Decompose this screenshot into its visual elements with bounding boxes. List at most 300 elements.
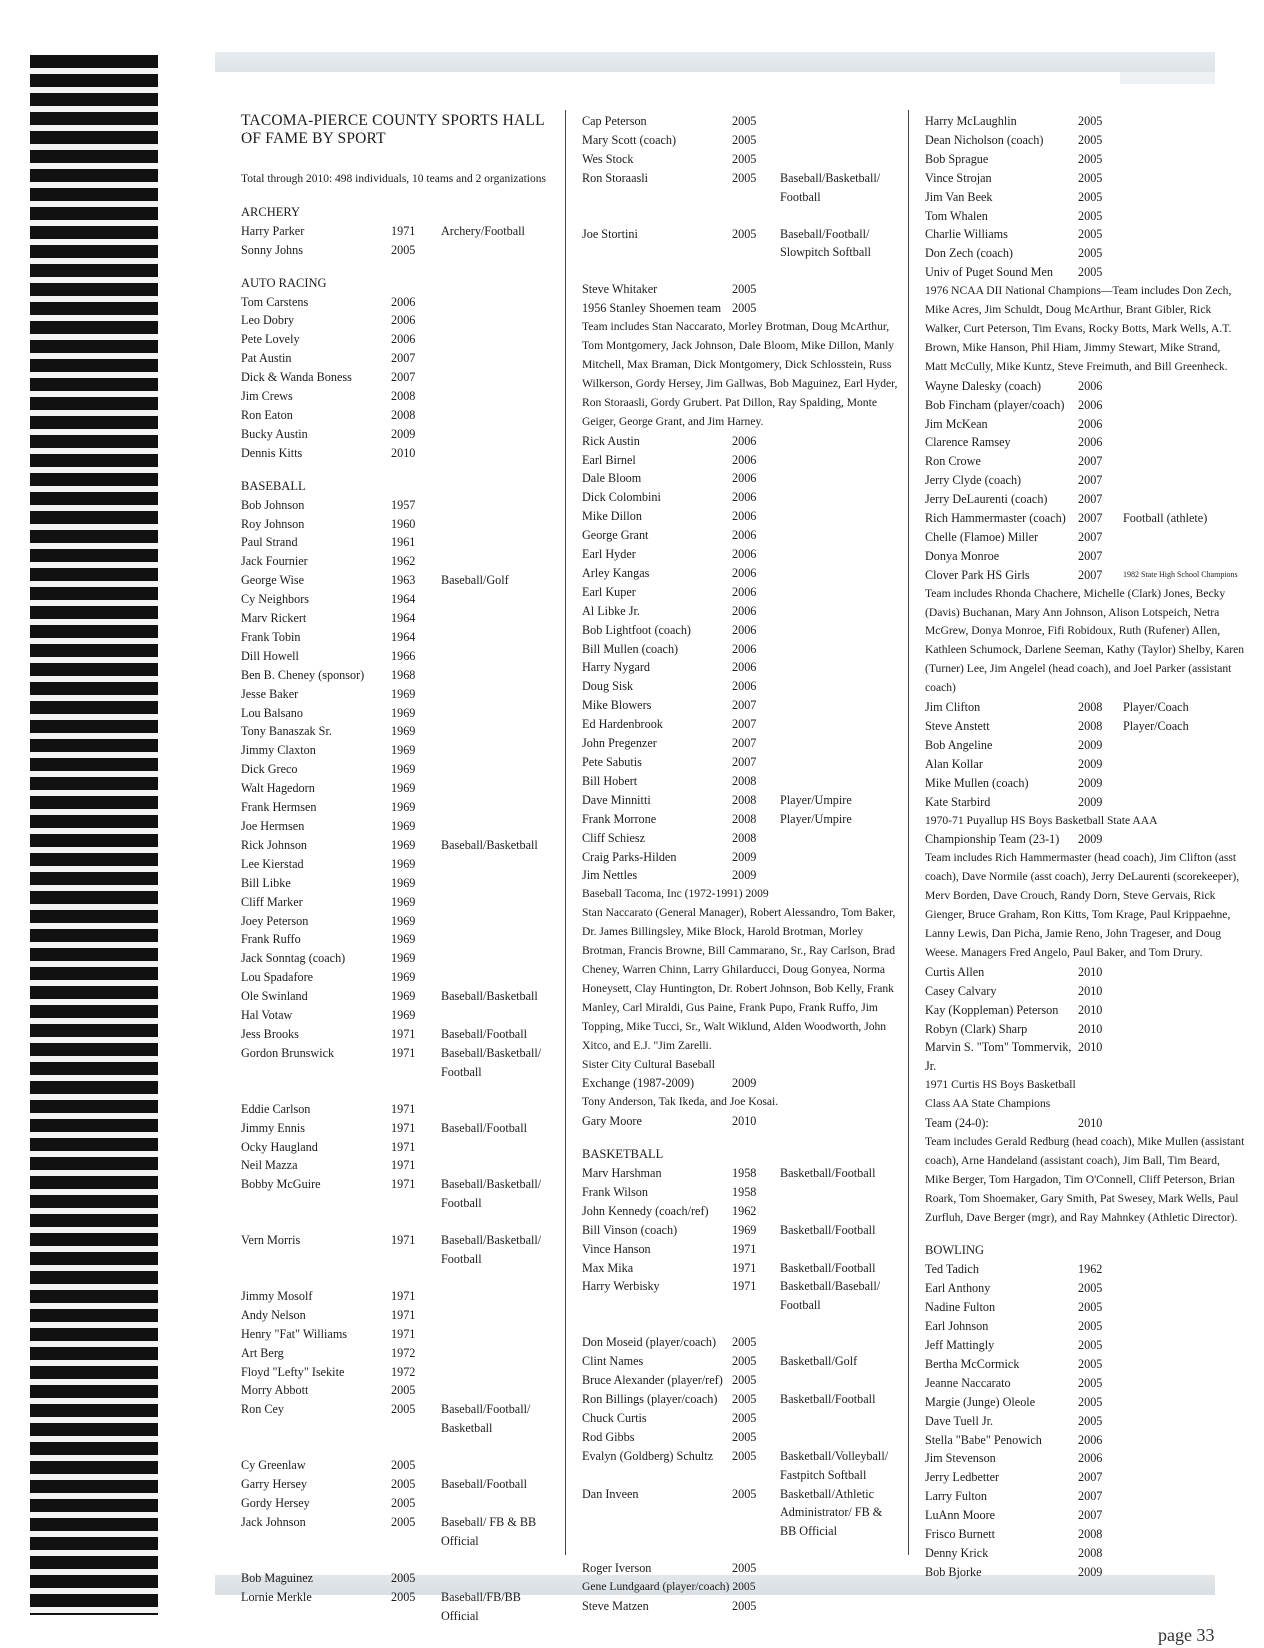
induction-year: 2005 — [732, 282, 757, 297]
induction-year: 2005 — [391, 1570, 416, 1585]
hall-of-fame-entry — [925, 207, 1245, 226]
hall-of-fame-entry — [241, 293, 546, 312]
inductee-name: Dave Minnitti — [582, 792, 651, 807]
inductee-name: Marvin S. "Tom" Tommervik, Jr. — [925, 1040, 1072, 1074]
sport-note — [1123, 736, 1245, 755]
sport-note — [780, 621, 890, 640]
inductee-name: Jim Crews — [241, 389, 293, 404]
induction-year: 2006 — [732, 509, 757, 524]
sport-note — [441, 949, 541, 968]
sport-note: Baseball/Football/ Slowpitch Softball — [780, 226, 872, 260]
induction-year: 2006 — [1078, 416, 1103, 431]
sport-note: Basketball/Baseball/ Football — [780, 1279, 881, 1313]
inductee-name: Bobby McGuire — [241, 1177, 321, 1192]
induction-year: 2005 — [1078, 132, 1103, 147]
sport-note — [1123, 452, 1245, 471]
induction-year: 2010 — [391, 445, 416, 460]
sport-note — [780, 564, 890, 583]
induction-year: 2010 — [732, 1114, 757, 1129]
sport-note — [1123, 774, 1245, 793]
induction-year: 2007 — [391, 351, 416, 366]
induction-year: 1958 — [732, 1184, 757, 1199]
induction-year: 2005 — [732, 132, 757, 147]
inductee-name: Mary Scott (coach) — [582, 132, 677, 147]
induction-year: 1971 — [391, 1139, 416, 1154]
sport-note — [1123, 830, 1245, 849]
inductee-name: Championship Team (23-1) — [925, 832, 1060, 847]
induction-year: 1972 — [391, 1364, 416, 1379]
column-1-entries — [241, 203, 546, 1626]
inductee-name: Dave Tuell Jr. — [925, 1413, 994, 1428]
inductee-name: Charlie Williams — [925, 227, 1008, 242]
induction-year: 1964 — [391, 592, 416, 607]
sport-note: Basketball/Volleyball/ Fastpitch Softball — [780, 1448, 889, 1482]
hall-of-fame-entry — [241, 387, 546, 406]
sport-note — [441, 1306, 541, 1325]
inductee-name: Joe Hermsen — [241, 819, 305, 833]
entry-note: Baseball Tacoma, Inc (1972-1991) 2009 — [582, 887, 769, 901]
induction-year: 2005 — [391, 1402, 416, 1417]
hall-of-fame-entry — [925, 225, 1245, 244]
sport-note — [780, 696, 890, 715]
induction-year: 1971 — [391, 1288, 416, 1303]
sport-note — [780, 829, 890, 848]
sport-note — [1123, 528, 1245, 547]
hall-of-fame-entry — [241, 571, 546, 590]
sport-note — [441, 425, 541, 444]
hall-of-fame-entry — [241, 1306, 546, 1325]
hall-of-fame-entry — [241, 968, 546, 987]
induction-year: 2005 — [1078, 265, 1103, 280]
induction-year: 1964 — [391, 629, 416, 644]
sport-note — [1123, 1020, 1245, 1039]
hall-of-fame-entry — [241, 1456, 546, 1475]
hall-of-fame-entry — [582, 507, 900, 526]
sport-note — [441, 647, 541, 666]
inductee-name: Earl Hyder — [582, 547, 636, 562]
inductee-name: Ron Billings (player/coach) — [582, 1392, 718, 1406]
induction-year: 2009 — [1078, 794, 1103, 809]
inductee-name: Floyd "Lefty" Isekite — [241, 1364, 345, 1379]
induction-year: 1969 — [391, 913, 416, 928]
hall-of-fame-entry — [925, 1468, 1245, 1487]
hall-of-fame-entry — [925, 244, 1245, 263]
induction-year: 2008 — [1078, 1527, 1103, 1542]
induction-year: 1962 — [1078, 1262, 1103, 1277]
hall-of-fame-entry — [925, 1506, 1245, 1525]
hall-of-fame-entry — [925, 1298, 1245, 1317]
inductee-name: Stella "Babe" Penowich — [925, 1432, 1042, 1447]
induction-year: 2005 — [391, 1477, 416, 1492]
inductee-name: Cap Peterson — [582, 114, 647, 128]
hall-of-fame-entry — [925, 528, 1245, 547]
induction-year: 2005 — [732, 114, 757, 128]
induction-year: 2005 — [1078, 1375, 1103, 1390]
inductee-name: Mike Dillon — [582, 509, 642, 524]
inductee-name: Ed Hardenbrook — [582, 717, 663, 732]
sport-note — [441, 387, 541, 406]
inductee-name: Morry Abbott — [241, 1383, 309, 1398]
spacer — [241, 1551, 546, 1569]
sport-note — [1123, 207, 1245, 226]
hall-of-fame-entry — [582, 621, 900, 640]
sport-note — [441, 779, 541, 798]
inductee-name: Rick Austin — [582, 433, 640, 448]
hall-of-fame-entry — [582, 696, 900, 715]
inductee-name: Clover Park HS Girls — [925, 567, 1030, 582]
hall-of-fame-entry — [582, 848, 900, 867]
induction-year: 1962 — [732, 1203, 757, 1218]
spacer — [582, 1541, 900, 1559]
sport-note — [1123, 1431, 1245, 1450]
inductee-name: Jeff Mattingly — [925, 1338, 995, 1352]
inductee-name: Earl Johnson — [925, 1319, 989, 1334]
hall-of-fame-entry — [241, 1475, 546, 1494]
induction-year: 2006 — [732, 660, 757, 675]
sport-note — [780, 1428, 890, 1447]
inductee-name: Hal Votaw — [241, 1008, 293, 1023]
inductee-name: Gordon Brunswick — [241, 1045, 335, 1060]
hall-of-fame-entry — [241, 817, 546, 836]
sport-note — [1123, 169, 1245, 188]
hall-of-fame-entry — [241, 855, 546, 874]
inductee-name: Exchange (1987-2009) — [582, 1076, 695, 1091]
inductee-name: Roy Johnson — [241, 516, 305, 531]
induction-year: 2007 — [1078, 567, 1103, 582]
inductee-name: Lee Kierstad — [241, 856, 304, 871]
induction-year: 1969 — [391, 970, 416, 985]
induction-year: 2005 — [732, 151, 757, 166]
hall-of-fame-entry — [241, 1138, 546, 1157]
hall-of-fame-entry — [925, 263, 1245, 282]
induction-year: 1957 — [391, 497, 416, 512]
sport-note — [441, 685, 541, 704]
sport-note — [780, 1074, 890, 1093]
sport-note: Basketball/Football — [780, 1260, 876, 1275]
inductee-name: Jack Johnson — [241, 1514, 306, 1529]
hall-of-fame-entry — [582, 1371, 900, 1390]
entry-note: Tony Anderson, Tak Ikeda, and Joe Kosai. — [582, 1095, 779, 1109]
hall-of-fame-entry — [241, 685, 546, 704]
hall-of-fame-entry — [925, 793, 1245, 812]
sport-note — [441, 817, 541, 836]
induction-year: 2008 — [732, 792, 757, 807]
hall-of-fame-entry — [582, 753, 900, 772]
hall-of-fame-entry — [582, 131, 900, 150]
hall-of-fame-entry — [241, 704, 546, 723]
spacer — [241, 1438, 546, 1456]
hall-of-fame-entry — [582, 829, 900, 848]
inductee-name: Harry Parker — [241, 223, 305, 238]
induction-year: 1961 — [391, 535, 416, 550]
inductee-name: Lou Spadafore — [241, 970, 314, 985]
sport-note — [780, 602, 890, 621]
hall-of-fame-entry — [241, 1588, 546, 1626]
spacer — [582, 1315, 900, 1333]
inductee-name: Frank Ruffo — [241, 932, 301, 947]
inductee-name: Jimmy Claxton — [241, 743, 316, 758]
sport-note: Baseball/FB/BB Official — [441, 1589, 521, 1623]
hall-of-fame-entry — [241, 987, 546, 1006]
inductee-name: Neil Mazza — [241, 1158, 298, 1173]
hall-of-fame-entry — [241, 1513, 546, 1551]
sport-note — [441, 515, 541, 534]
sport-note — [441, 855, 541, 874]
sport-note — [441, 1100, 541, 1119]
induction-year: 1971 — [391, 1158, 416, 1173]
induction-year: 1971 — [391, 1307, 416, 1322]
induction-year: 1969 — [391, 781, 416, 796]
induction-year: 1971 — [391, 1233, 416, 1248]
hall-of-fame-entry — [925, 698, 1245, 717]
sport-note — [441, 496, 541, 515]
sport-note — [780, 280, 890, 299]
hall-of-fame-entry — [241, 609, 546, 628]
inductee-name: Donya Monroe — [925, 548, 1000, 563]
inductee-name: Paul Strand — [241, 535, 298, 550]
induction-year: 2010 — [1078, 1116, 1103, 1131]
entry-note: 1970-71 Puyallup HS Boys Basketball State AAA — [925, 813, 1158, 827]
sport-note — [1123, 150, 1245, 169]
sport-note — [780, 1371, 890, 1390]
hall-of-fame-entry — [925, 415, 1245, 434]
inductee-name: Dick & Wanda Boness — [241, 370, 352, 385]
inductee-name: Sonny Johns — [241, 242, 303, 257]
induction-year: 2006 — [732, 622, 757, 637]
inductee-name: Bob Fincham (player/coach) — [925, 397, 1065, 412]
induction-year: 1972 — [391, 1345, 416, 1360]
sport-note — [1123, 490, 1245, 509]
induction-year: 2006 — [732, 433, 757, 448]
induction-year: 1964 — [391, 611, 416, 626]
sport-note — [441, 930, 541, 949]
hall-of-fame-entry — [925, 1525, 1245, 1544]
inductee-name: Bob Sprague — [925, 151, 989, 166]
sport-note — [1123, 1114, 1245, 1133]
induction-year: 1958 — [732, 1166, 757, 1181]
induction-year: 2005 — [1078, 189, 1103, 204]
sport-note — [441, 293, 541, 312]
inductee-name: Earl Birnel — [582, 452, 636, 467]
sport-note — [780, 1333, 890, 1352]
spacer — [241, 1082, 546, 1100]
sport-note — [1123, 982, 1245, 1001]
hall-of-fame-entry — [582, 488, 900, 507]
induction-year: 2005 — [732, 226, 757, 241]
inductee-name: Frank Wilson — [582, 1184, 648, 1199]
inductee-name: Frank Tobin — [241, 629, 301, 644]
induction-year: 2008 — [1078, 700, 1103, 715]
induction-year: 2005 — [1078, 114, 1103, 128]
inductee-name: Bill Libke — [241, 875, 291, 890]
hall-of-fame-entry — [241, 949, 546, 968]
induction-year: 2005 — [391, 1589, 416, 1604]
hall-of-fame-entry — [925, 1412, 1245, 1431]
induction-year: 2005 — [732, 170, 757, 185]
inductee-name: Bob Bjorke — [925, 1564, 982, 1579]
inductee-name: Ron Storaasli — [582, 170, 649, 185]
induction-year: 2006 — [391, 294, 416, 309]
sport-note: Baseball/Football — [441, 1026, 527, 1041]
hall-of-fame-entry — [925, 1020, 1245, 1039]
induction-year: 2005 — [1078, 151, 1103, 166]
sport-note — [1123, 1468, 1245, 1487]
intro-text: Total through 2010: 498 individuals, 10 teams and 2 organizations — [241, 173, 546, 185]
induction-year: 2009 — [732, 868, 757, 883]
inductee-name: Jim Stevenson — [925, 1451, 996, 1466]
hall-of-fame-entry — [582, 225, 900, 263]
spacer — [241, 1213, 546, 1231]
induction-year: 1969 — [391, 875, 416, 890]
induction-year: 2007 — [732, 698, 757, 713]
entry-note: 1976 NCAA DII National Champions—Team includes Don Zech, Mike Acres, Jim Schuldt, Doug McArthur, Brant Gibler, Rick Walker, Curt Peterson, Tim Evans, Rocky Botts, Mark Wells, A.T. Brown, Mike Hanson, Phil Hiam, Jimmy Stewart, Mike Strand, Matt McCully, Mike Kuntz, Steve Freimuth, and Bill Greenheck. — [925, 284, 1232, 373]
induction-year: 1969 — [391, 989, 416, 1004]
induction-year: 1971 — [391, 1026, 416, 1041]
hall-of-fame-entry — [241, 893, 546, 912]
sport-note — [780, 131, 890, 150]
inductee-name: Clarence Ramsey — [925, 435, 1011, 450]
sport-note — [1123, 1563, 1245, 1582]
left-stripe-bar — [30, 55, 158, 1615]
inductee-name: Craig Parks-Hilden — [582, 849, 677, 864]
entry-note: Team includes Stan Naccarato, Morley Brotman, Doug McArthur, Tom Montgomery, Jack Johnson, Dale Bloom, Mike Dillon, Manly Mitchell, Max Braman, Dick Montgomery, Dick Schlosstein, Russ Wilkerson, Gordy Hersey, Jim Gallwas, Bob Maguinez, Earl Hyder, Ron Storaasli, Gordy Grubert. Pat Dillon, Ray Spalding, Monte Geiger, George Grant, and Jim Harney. — [582, 320, 898, 428]
inductee-name: Chuck Curtis — [582, 1410, 647, 1425]
inductee-name: Doug Sisk — [582, 679, 634, 694]
inductee-name: Arley Kangas — [582, 565, 650, 580]
hall-of-fame-entry — [241, 1400, 546, 1438]
induction-year: 2005 — [391, 1458, 416, 1473]
sport-note — [1123, 1412, 1245, 1431]
inductee-name: Curtis Allen — [925, 964, 985, 979]
hall-of-fame-entry — [582, 1485, 900, 1542]
hall-of-fame-entry — [925, 188, 1245, 207]
induction-year: 1969 — [391, 932, 416, 947]
induction-year: 1971 — [732, 1260, 757, 1275]
sport-note: Baseball/ FB & BB Official — [441, 1514, 537, 1548]
inductee-name: Chelle (Flamoe) Miller — [925, 529, 1039, 544]
sport-note — [780, 1409, 890, 1428]
inductee-name: LuAnn Moore — [925, 1508, 996, 1523]
sport-note — [441, 798, 541, 817]
entry-note: Team includes Rhonda Chachere, Michelle (Clark) Jones, Becky (Davis) Buchanan, Mary Ann Johnson, Alison Lotspeich, Netra McGrew, Donya Monroe, Fifi Robidoux, Ruth (Rufener) Allen, Kathleen Schumock, Darlene Seeman, Kathy (Taylor) Shelby, Karen (Turner) Lee, Jim Angelel (head coach), and Joel Parker (assistant coach) — [925, 586, 1245, 695]
sport-note: Basketball/Football — [780, 1222, 876, 1237]
induction-year: 2005 — [732, 1354, 757, 1369]
induction-year: 2005 — [1078, 1413, 1103, 1428]
sport-note — [1123, 1001, 1245, 1020]
inductee-name: Don Zech (coach) — [925, 246, 1013, 261]
inductee-name: Cy Neighbors — [241, 592, 310, 607]
induction-year: 1963 — [391, 573, 416, 588]
sport-note — [441, 349, 541, 368]
induction-year: 2007 — [1078, 492, 1103, 507]
hall-of-fame-entry — [582, 1074, 900, 1093]
sport-note: Baseball/Football/ Basketball — [441, 1402, 531, 1436]
induction-year: 2005 — [732, 1599, 757, 1614]
sport-note: Archery/Football — [441, 223, 525, 238]
induction-year: 2006 — [732, 641, 757, 656]
sport-note — [780, 1183, 890, 1202]
page-number: page 33 — [1158, 1625, 1215, 1645]
induction-year: 2005 — [732, 1429, 757, 1444]
sport-note — [780, 451, 890, 470]
hall-of-fame-entry — [241, 552, 546, 571]
sport-note — [441, 1456, 541, 1475]
spacer — [582, 207, 900, 225]
hall-of-fame-entry — [925, 1544, 1245, 1563]
hall-of-fame-entry — [241, 349, 546, 368]
inductee-name: Bill Mullen (coach) — [582, 641, 679, 656]
hall-of-fame-entry — [241, 1494, 546, 1513]
inductee-name: Garry Hersey — [241, 1477, 307, 1492]
column-3-entries — [925, 112, 1245, 1582]
inductee-name: Earl Kuper — [582, 584, 636, 599]
section-heading: BOWLING — [925, 1243, 985, 1258]
entry-note: Stan Naccarato (General Manager), Robert Alessandro, Tom Baker, Dr. James Billingsley, Mike Block, Harold Brotman, Morley Brotman, Francis Browne, Bill Cammarano, Sr., Ray Carlson, Brad Cheney, Warren Chinn, Larry Ghilarducci, Doug Gonyea, Norma Honeysett, Clay Huntington, Dr. Robert Johnson, Bob Kelly, Frank Manley, Carl Miraldi, Gus Paine, Frank Pupo, Frank Ruffo, Jim Topping, Mike Tucci, Sr., Walt Wiklund, Alden Woodworth, John Xitco, and E.J. "Jim Zarelli. — [582, 906, 896, 1052]
sport-note — [1123, 415, 1245, 434]
sport-note — [780, 866, 890, 885]
inductee-name: Frank Morrone — [582, 811, 657, 826]
induction-year: 1968 — [391, 667, 416, 682]
entry-note: Class AA State Champions — [925, 1097, 1051, 1111]
hall-of-fame-entry — [925, 471, 1245, 490]
inductee-name: Team (24-0): — [925, 1116, 989, 1131]
inductee-name: 1956 Stanley Shoemen team — [582, 301, 722, 316]
top-band-tab — [1120, 72, 1215, 84]
hall-of-fame-entry — [241, 930, 546, 949]
induction-year: 2009 — [1078, 1564, 1103, 1579]
induction-year: 1966 — [391, 648, 416, 663]
hall-of-fame-entry — [241, 912, 546, 931]
inductee-name: Frisco Burnett — [925, 1527, 996, 1542]
induction-year: 2005 — [1078, 1356, 1103, 1371]
induction-year: 2005 — [1078, 1281, 1103, 1296]
induction-year: 2006 — [732, 490, 757, 505]
sport-note — [780, 507, 890, 526]
induction-year: 1971 — [391, 1045, 416, 1060]
hall-of-fame-entry — [925, 1374, 1245, 1393]
sport-note — [780, 112, 890, 131]
hall-of-fame-entry — [582, 602, 900, 621]
hall-of-fame-entry — [582, 169, 900, 207]
hall-of-fame-entry — [582, 1164, 900, 1183]
induction-year: 1969 — [391, 762, 416, 777]
induction-year: 2005 — [391, 1383, 416, 1398]
sport-note — [1123, 131, 1245, 150]
section-heading: AUTO RACING — [241, 275, 327, 290]
sport-note — [780, 150, 890, 169]
hall-of-fame-entry — [582, 677, 900, 696]
sport-note — [1123, 1279, 1245, 1298]
induction-year: 2005 — [391, 242, 416, 257]
sport-note — [441, 874, 541, 893]
inductee-name: Steve Anstett — [925, 719, 990, 733]
induction-year: 2008 — [732, 811, 757, 826]
sport-note — [1123, 433, 1245, 452]
hall-of-fame-entry — [582, 791, 900, 810]
section-heading: BASKETBALL — [582, 1147, 664, 1162]
inductee-name: Casey Calvary — [925, 983, 997, 998]
sport-note: Baseball/Basketball/ Football — [441, 1177, 542, 1211]
entry-note: Sister City Cultural Baseball — [582, 1057, 715, 1071]
inductee-name: Rich Hammermaster (coach) — [925, 511, 1066, 526]
inductee-name: Jerry DeLaurenti (coach) — [925, 492, 1048, 507]
induction-year: 2008 — [391, 407, 416, 422]
column-divider — [565, 110, 566, 1555]
inductee-name: Pat Austin — [241, 351, 292, 366]
induction-year: 2008 — [1078, 1545, 1103, 1560]
sport-note — [1123, 1393, 1245, 1412]
inductee-name: Jim McKean — [925, 416, 988, 431]
